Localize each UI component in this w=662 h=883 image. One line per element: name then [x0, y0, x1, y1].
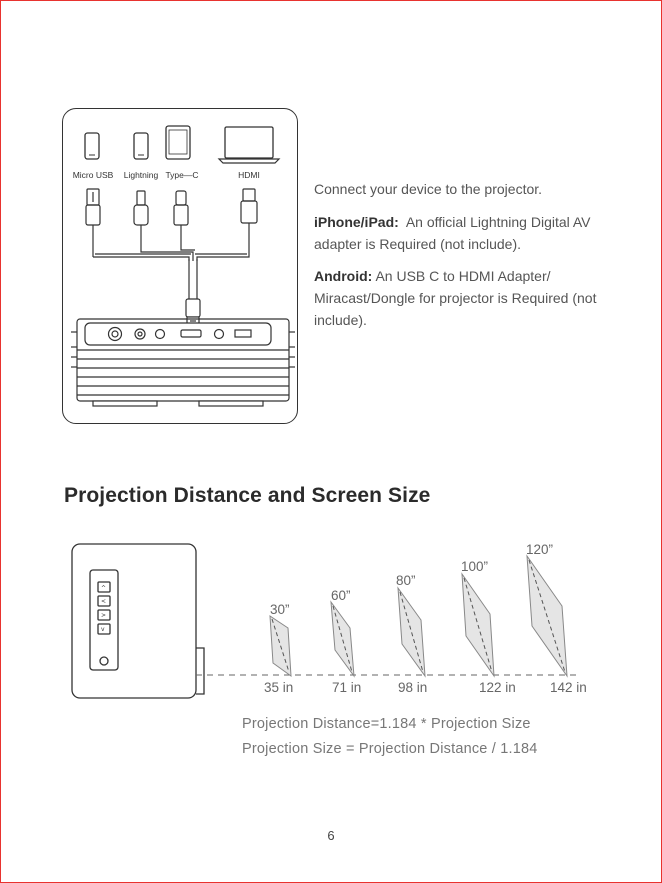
projector-side-view [72, 544, 204, 698]
connection-diagram [63, 109, 298, 424]
device-label-type-c: Type—C [165, 170, 199, 180]
connection-illustration [62, 108, 298, 424]
svg-text:<: < [101, 598, 107, 605]
projection-screen-80 [398, 588, 425, 676]
type-c-connector-icon [174, 191, 188, 249]
distance-label-80: 98 in [398, 680, 428, 695]
android-instruction [314, 265, 604, 331]
iphone-text: An official Lightning Digital AV adapter is Required (not include). [314, 214, 591, 252]
section-title: Projection Distance and Screen Size [64, 484, 431, 507]
micro-usb-connector-icon [86, 189, 100, 257]
phone-icon [85, 133, 99, 159]
projector-rear-view [71, 319, 295, 406]
size-label-80: 80” [396, 573, 416, 588]
hdmi-connector-icon [241, 189, 257, 249]
size-label-60: 60” [331, 588, 351, 603]
size-label-30: 30” [270, 602, 290, 617]
iphone-instruction [314, 211, 604, 255]
phone-icon [134, 133, 148, 159]
projection-screen-30 [270, 616, 291, 676]
tablet-icon [166, 126, 190, 159]
distance-label-60: 71 in [332, 680, 362, 695]
device-label-micro-usb: Micro USB [72, 170, 114, 180]
intro-text: Connect your device to the projector. [314, 181, 543, 197]
device-label-lightning: Lightning [123, 170, 159, 180]
projection-distance-diagram [0, 530, 662, 710]
svg-text:v: v [101, 626, 105, 633]
projection-screen-120 [527, 556, 567, 676]
svg-text:>: > [101, 612, 107, 619]
size-label-120: 120” [526, 542, 554, 557]
distance-formula: Projection Distance=1.184 * Projection Size [242, 716, 531, 732]
device-label-hdmi: HDMI [238, 170, 260, 180]
laptop-icon [219, 127, 279, 163]
svg-text:^: ^ [101, 585, 107, 592]
projection-screen-60 [331, 602, 354, 676]
lightning-connector-icon [134, 191, 148, 249]
distance-label-30: 35 in [264, 680, 294, 695]
distance-label-120: 142 in [550, 680, 587, 695]
android-text: An USB C to HDMI Adapter/ Miracast/Dongle for projector is Required (not include). [314, 268, 597, 328]
size-formula: Projection Size = Projection Distance / 1.184 [242, 741, 538, 757]
page-number: 6 [327, 828, 335, 843]
android-label: Android: [314, 268, 373, 284]
size-label-100: 100” [461, 559, 489, 574]
iphone-label: iPhone/iPad: [314, 214, 399, 230]
distance-label-100: 122 in [479, 680, 516, 695]
cable-harness [93, 249, 249, 325]
projection-screen-100 [462, 574, 494, 676]
connection-instructions [314, 178, 604, 341]
